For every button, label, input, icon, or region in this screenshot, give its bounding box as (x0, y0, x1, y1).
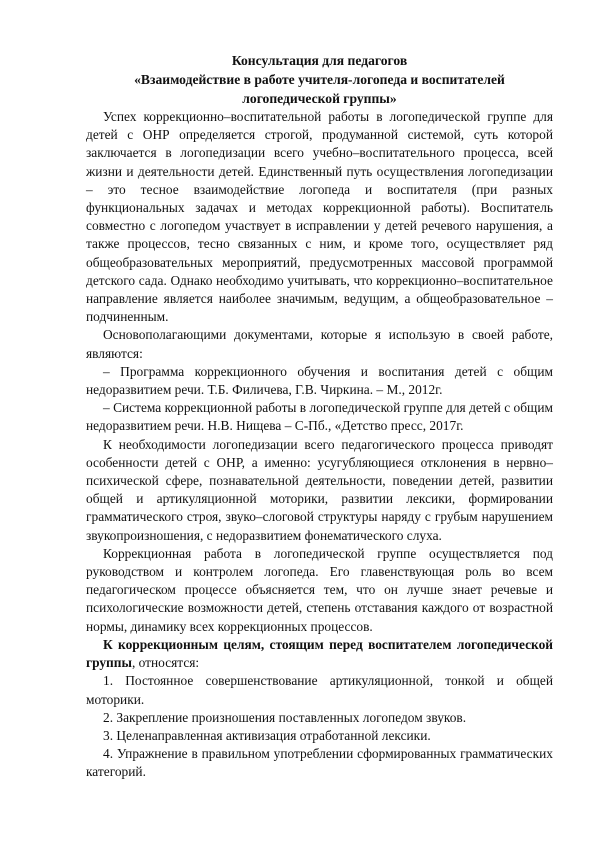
goals-intro-rest: , относятся: (131, 655, 200, 671)
document-header (86, 51, 553, 108)
goal-item: 1. Постоянное совершенствование артикуляционной, тонкой и общей моторики. (86, 673, 553, 707)
paragraph-goals-intro (86, 636, 553, 672)
goal-item: 4. Упражнение в правильном употреблении сформированных грамматических категорий. (86, 746, 553, 780)
goal-item: 2. Закрепление произношения поставленных логопедом звуков. (103, 709, 467, 725)
document-list-item: – Система коррекционной работы в логопедической группе для детей с общим недоразвитием речи. Н.В. Нищева – С-Пб., «Детство пресс, 2017г. (86, 400, 553, 434)
goals-intro-bold: К коррекционным целям, стоящим перед воспитателем логопедической группы (86, 636, 553, 671)
document-page (86, 51, 553, 782)
paragraph-documents-intro: Основополагающими документами, которые я использую в своей работе, являются: (86, 327, 553, 361)
document-subtitle-line1: «Взаимодействие в работе учителя-логопеда и воспитателей (134, 72, 505, 87)
paragraph-necessity: К необходимости логопедизации всего педагогического процесса приводят особенности детей с ОНР, а именно: усугубляющиеся отклонения в нервно–психической сфере, познавательной деятельности, поведении детей, развитии общей и артикуляционной моторики, развитии лексики, формировании грамматического строя, звуко–слоговой структуры наряду с грубым нарушением звукопроизношения, с недоразвитием фонематического слуха. (86, 436, 553, 543)
document-subtitle-line2: логопедической группы» (242, 91, 397, 106)
goal-item: 3. Целенаправленная активизация отработанной лексики. (103, 727, 431, 743)
paragraph-correction-work: Коррекционная работа в логопедической группе осуществляется под руководством и контролем логопеда. Его главенствующая роль во всем педагогическом процессе объясняется тем, что он лучше знает речевые и психологические возможности детей, степень отставания каждого от возрастной нормы, динамику всех коррекционных процессов. (86, 545, 553, 634)
document-title: Консультация для педагогов (231, 53, 408, 68)
paragraph-intro: Успех коррекционно–воспитательной работы в логопедической группе для детей с ОНР определяется строгой, продуманной системой, суть которой заключается в логопедизации всего учебно–воспитательного процесса, всей жизни и деятельности детей. Единственный путь осуществления логопедизации – это тесное взаимодействие логопеда и воспитателя (при разных функциональных задачах и методах коррекционной работы). Воспитатель совместно с логопедом участвует в исправлении у детей речевого нарушения, а также процессов, тесно связанных с ним, и кроме того, осуществляет ряд общеобразовательных мероприятий, предусмотренных массовой программой детского сада. Однако необходимо учитывать, что коррекционно–воспитательное направление является наиболее значимым, ведущим, а общеобразовательное – подчиненным. (86, 109, 553, 325)
document-list-item: – Программа коррекционного обучения и воспитания детей с общим недоразвитием речи. Т.Б. Филичева, Г.В. Чиркина. – М., 2012г. (86, 363, 553, 398)
